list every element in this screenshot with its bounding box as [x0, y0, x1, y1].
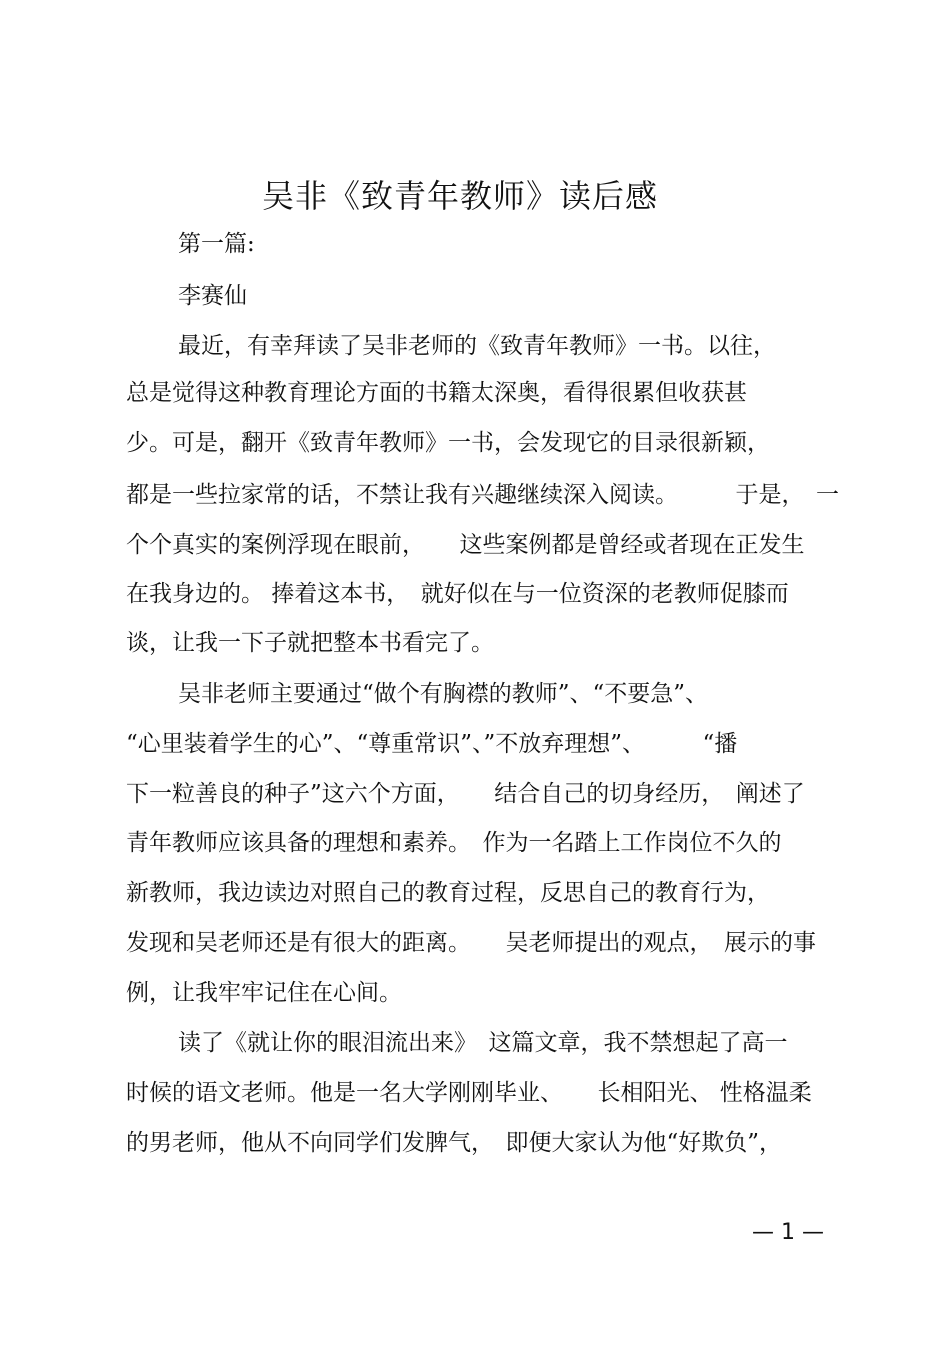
- body-line: 谈，让我一下子就把整本书看完了。: [126, 630, 494, 656]
- body-line: 最近，有幸拜读了吴非老师的《致青年教师》一书。以往，: [178, 333, 776, 359]
- document-title: 吴非《致青年教师》读后感: [261, 177, 658, 215]
- body-line: 吴非老师主要通过“做个有胸襟的教师”、“不要急”、: [178, 681, 709, 707]
- body-line: “心里装着学生的心”、“尊重常识”、”不放弃理想”、 “播: [126, 731, 738, 757]
- body-line: 在我身边的。 捧着这本书， 就好似在与一位资深的老教师促膝而: [126, 581, 789, 607]
- author-name: 李赛仙: [178, 283, 247, 309]
- body-line: 少。可是，翻开《致青年教师》一书，会发现它的目录很新颖，: [126, 430, 770, 456]
- section-heading: 第一篇:: [178, 231, 255, 257]
- body-line: 新教师，我边读边对照自己的教育过程，反思自己的教育行为，: [126, 880, 770, 906]
- page-number: — 1 —: [752, 1220, 824, 1245]
- body-line: 发现和吴老师还是有很大的距离。 吴老师提出的观点， 展示的事: [126, 930, 816, 956]
- body-line: 读了《就让你的眼泪流出来》 这篇文章，我不禁想起了高一: [178, 1030, 788, 1056]
- body-line: 例，让我牢牢记住在心间。: [126, 980, 402, 1006]
- body-line: 青年教师应该具备的理想和素养。 作为一名踏上工作岗位不久的: [126, 830, 782, 856]
- body-line: 个个真实的案例浮现在眼前， 这些案例都是曾经或者现在正发生: [126, 532, 805, 558]
- body-line: 时候的语文老师。他是一名大学刚刚毕业、 长相阳光、 性格温柔: [126, 1080, 812, 1106]
- body-line: 总是觉得这种教育理论方面的书籍太深奥，看得很累但收获甚: [126, 380, 747, 406]
- body-line: 下一粒善良的种子”这六个方面， 结合自己的切身经历， 阐述了: [126, 781, 805, 807]
- body-line: 都是一些拉家常的话，不禁让我有兴趣继续深入阅读。 于是， 一: [126, 482, 839, 508]
- body-line: 的男老师，他从不向同学们发脾气， 即便大家认为他“好欺负”，: [126, 1130, 783, 1156]
